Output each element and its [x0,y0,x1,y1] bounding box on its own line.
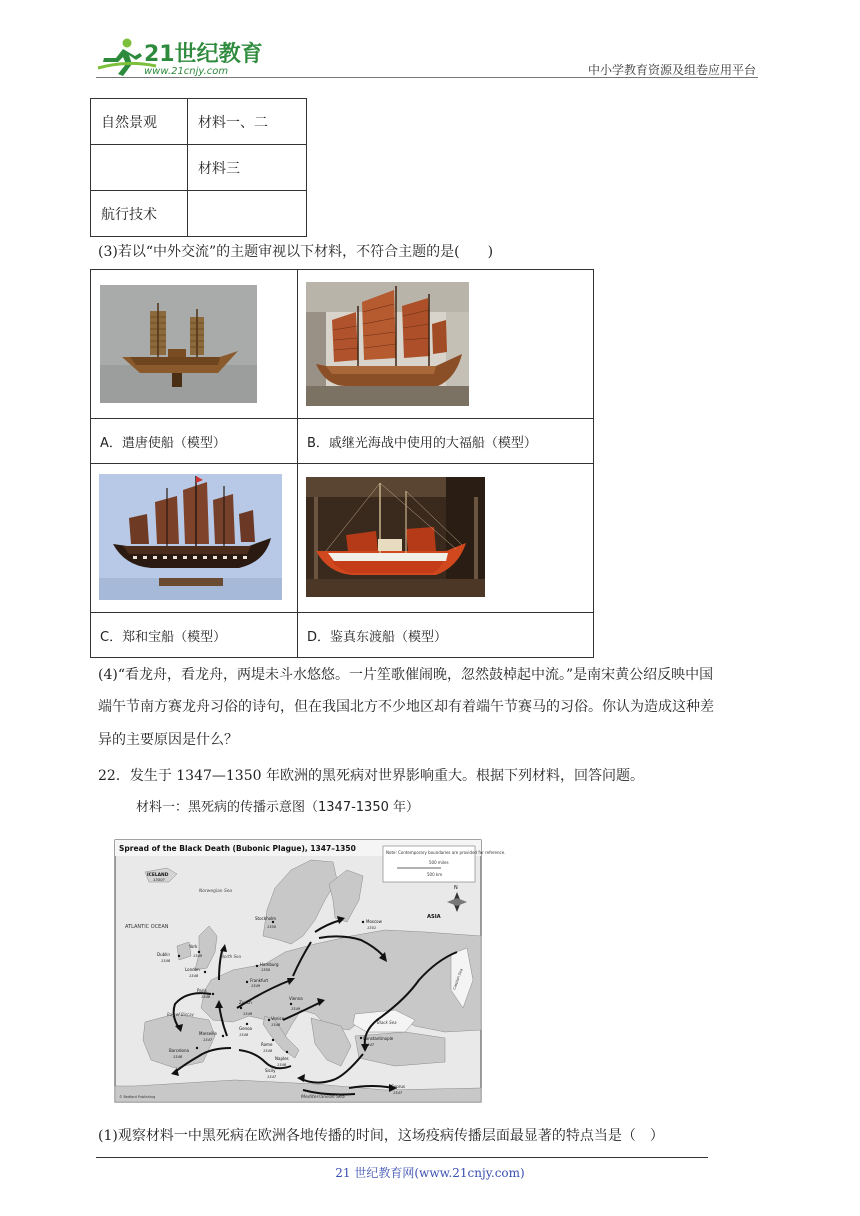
question-4-line-3: 异的主要原因是什么？ [98,732,238,748]
label-mediterranean: Mediterranean Sea [301,1095,345,1100]
scale-miles: 500 miles [429,860,449,865]
label-bay-of-biscay: Bay of Biscay [167,1012,194,1017]
scale-km: 500 km [427,872,443,877]
year-frankfurt: 1349 [251,984,261,988]
label-paris: Paris [197,988,207,993]
option-d-label: D．鉴真东渡船（模型） [298,613,594,658]
label-venice: Venice [271,1016,285,1021]
table-cell: 自然景观 [91,99,188,145]
ship-model-c-image [99,474,282,600]
label-stockholm: Stockholm [255,916,277,921]
table-row [91,99,307,145]
material-1-caption: 材料一：黑死病的传播示意图（1347-1350 年） [136,800,419,815]
table-cell: 材料一、二 [188,99,307,145]
table-row [91,270,594,419]
black-death-spread-map [115,840,506,1102]
table-cell: 材料三 [188,145,307,191]
label-iceland: ICELAND [147,873,169,878]
label-north-sea: North Sea [221,954,241,959]
year-hamburg: 1350 [261,968,271,972]
label-zurich: Zurich [239,1000,252,1005]
logo-main-text: 21世纪教育 [144,42,263,67]
year-stockholm: 1350 [267,925,277,929]
year-cyprus: 1347 [393,1091,403,1095]
ship-model-b-image [306,282,469,406]
label-norwegian-sea: Norwegian Sea [199,889,233,894]
label-york: York [189,944,198,949]
option-b-image-cell [298,270,594,419]
label-barcelona: Barcelona [169,1048,189,1053]
table-row [91,464,594,613]
question-22-1: (1)观察材料一中黑死病在欧洲各地传播的时间，这场疫病传播层面最显著的特点当是（ ） [98,1128,664,1144]
map-title: Spread of the Black Death (Bubonic Plague), 1347–1350 [119,844,356,853]
label-frankfurt: Frankfurt [250,978,269,983]
label-dublin: Dublin [157,952,170,957]
year-naples: 1348 [277,1063,287,1067]
year-genoa: 1348 [239,1033,249,1037]
table-row [91,191,307,237]
year-dublin: 1348 [161,959,171,963]
map-note: Note: Contemporary boundaries are provided for reference. [386,850,506,855]
label-black-sea: Black Sea [377,1020,397,1025]
table-row [91,145,307,191]
year-zurich: 1349 [243,1012,253,1016]
table-row [91,419,594,464]
footer-text: 21 世纪教育网(www.21cnjy.com) [335,1166,525,1180]
table-cell [188,191,307,237]
label-naples: Naples [275,1056,289,1061]
question-22: 22．发生于 1347—1350 年欧洲的黑死病对世界影响重大。根据下列材料，回答问题。 [98,768,644,784]
question-3: (3)若以“中外交流”的主题审视以下材料，不符合主题的是( ) [98,244,494,260]
ship-model-d-image [306,477,485,597]
header-divider [96,77,758,78]
year-vienna: 1349 [291,1007,301,1011]
label-london: London [185,967,200,972]
year-rome: 1348 [263,1049,273,1053]
year-sicily: 1347 [267,1075,277,1079]
year-paris: 1348 [201,995,211,999]
table-cell: 航行技术 [91,191,188,237]
ship-model-a-image [100,285,257,403]
logo-url-text: www.21cnjy.com [144,66,229,77]
north-label: N [454,885,458,891]
site-logo [96,36,266,78]
label-asia: ASIA [427,914,441,920]
label-sicily: Sicily [265,1068,276,1073]
year-marseille: 1347 [203,1038,213,1042]
option-d-image-cell [298,464,594,613]
label-hamburg: Hamburg [260,962,279,967]
year-iceland: 1350? [153,877,165,882]
year-constantinople: 1347 [365,1043,375,1047]
year-barcelona: 1348 [173,1055,183,1059]
label-marseille: Marseille [199,1031,217,1036]
label-atlantic: ATLANTIC OCEAN [125,924,169,930]
question-4-line-1: (4)“看龙舟，看龙舟，两堤未斗水悠悠。一片笙歌催闹晚，忽然鼓棹起中流。”是南宋黄公绍反映中国 [98,667,714,683]
year-moscow: 1351 [367,926,377,930]
ship-choice-table [90,269,594,658]
year-london: 1348 [189,974,199,978]
year-york: 1349 [193,954,203,958]
label-vienna: Vienna [289,996,303,1001]
option-b-label: B．戚继光海战中使用的大福船（模型） [298,419,594,464]
table-row [91,613,594,658]
option-a-label: A．遣唐使船（模型） [91,419,298,464]
label-genoa: Genoa [239,1026,252,1031]
label-rome: Rome [261,1042,273,1047]
option-c-image-cell [91,464,298,613]
label-cyprus: Cyprus [391,1084,405,1089]
option-c-label: C．郑和宝船（模型） [91,613,298,658]
map-credit: © Bedford Publishing [119,1095,156,1099]
question-4-line-2: 端午节南方赛龙舟习俗的诗句，但在我国北方不少地区却有着端午节赛马的习俗。你认为造成这种差 [98,699,714,715]
label-constantinople: Constantinople [363,1036,394,1041]
material-table [90,98,307,237]
table-cell [91,145,188,191]
option-a-image-cell [91,270,298,419]
footer-divider [96,1157,708,1158]
year-venice: 1348 [271,1023,281,1027]
header-tagline: 中小学教育资源及组卷应用平台 [587,63,756,77]
label-moscow: Moscow [366,919,382,924]
label-caspian: Caspian Sea [452,968,464,991]
